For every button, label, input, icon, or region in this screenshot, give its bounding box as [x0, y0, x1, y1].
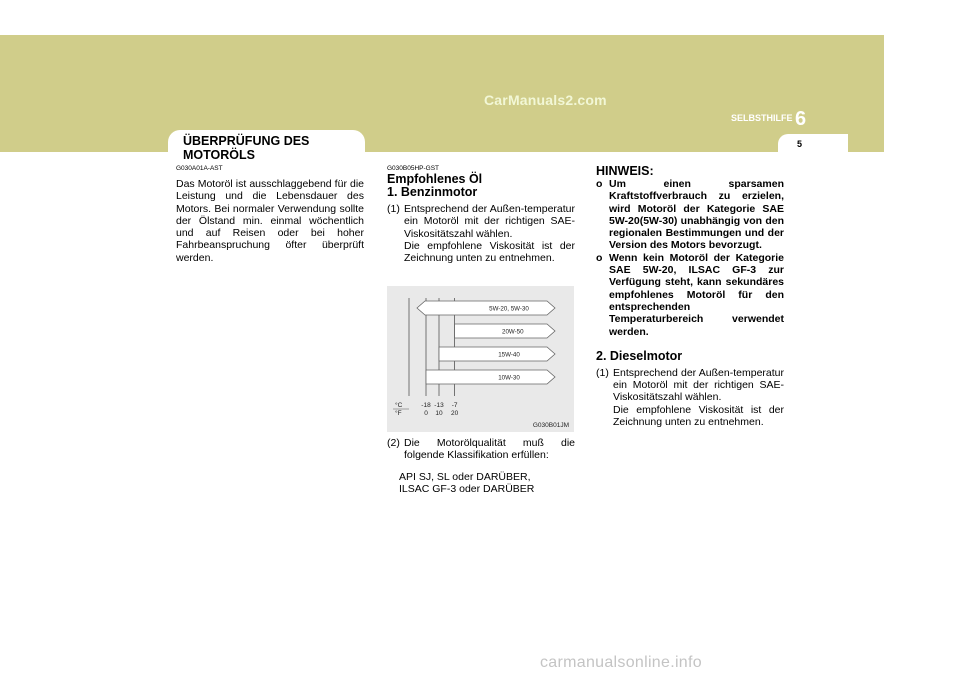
- heading-recommended-oil: Empfohlenes Öl: [387, 172, 483, 186]
- item-text: Entsprechend der Außen-temperatur ein Motoröl mit der richtigen SAE-Viskositätszahl wählen.: [404, 203, 575, 240]
- unit-label-f: °F: [395, 410, 402, 417]
- item-number: (2): [387, 437, 400, 449]
- list-item: [387, 203, 575, 264]
- bar: [439, 347, 555, 361]
- column-2-lower: [387, 437, 575, 495]
- chapter-label: SELBSTHILFE: [731, 113, 793, 123]
- item-number: (1): [387, 203, 400, 215]
- bar-label: 5W-20, 5W-30: [489, 305, 529, 313]
- item-text: Die Motorölqualität muß die folgende Klassifikation erfüllen:: [404, 437, 575, 462]
- item-body: [404, 203, 575, 264]
- figure-code: G030B01JM: [532, 422, 569, 429]
- section-code: G030B05HP-GST: [387, 165, 440, 172]
- tick-label-f: 0: [424, 410, 428, 417]
- note-title: HINWEIS:: [596, 164, 654, 178]
- oil-spec: [387, 471, 575, 496]
- header-band: [0, 35, 884, 152]
- bar-label: 15W-40: [498, 351, 520, 359]
- bullet-mark: o: [596, 178, 603, 190]
- column-2: [387, 165, 575, 264]
- chapter-number: 6: [795, 108, 807, 130]
- spec-line: API SJ, SL oder DARÜBER,: [399, 470, 531, 483]
- bar: [417, 301, 555, 315]
- bar-label: 10W-30: [498, 374, 520, 382]
- watermark-top[interactable]: CarManuals2.com: [484, 92, 607, 108]
- tick-label-f: 10: [435, 410, 443, 417]
- item-text: Die empfohlene Viskosität ist der Zeichnung unten zu entnehmen.: [404, 239, 575, 265]
- bullet-text: Wenn kein Motoröl der Kategorie SAE 5W-20, ILSAC GF-3 zur Verfügung steht, kann sekundäres empfohlenes Motoröl für den entsprechenden Temperaturbereich verwendet werden.: [609, 251, 784, 338]
- tick-label-c: -7: [451, 402, 458, 409]
- section-code: G030A01A-AST: [176, 165, 223, 172]
- note-bullet: [596, 178, 784, 252]
- list-item: [387, 437, 575, 462]
- page-number: 5: [797, 139, 803, 149]
- watermark-bottom[interactable]: carmanualsonline.info: [540, 654, 702, 671]
- bar-label: 20W-50: [502, 328, 524, 336]
- spec-line: ILSAC GF-3 oder DARÜBER: [399, 482, 535, 495]
- bullet-mark: o: [596, 251, 603, 264]
- intro-paragraph: Das Motoröl ist ausschlaggebend für die Leistung und die Lebensdauer des Motors. Bei normaler Verwendung sollte der Ölstand min. einmal wöchentlich und auf Reisen oder bei hoher Fahrbeanspruchung öfter überprüft werden.: [176, 178, 364, 264]
- bar: [426, 370, 555, 384]
- tick-label-c: -18: [421, 402, 431, 409]
- item-number: (1): [596, 366, 609, 379]
- tick-label-c: -13: [434, 402, 444, 409]
- heading-diesel-engine: 2. Dieselmotor: [596, 348, 683, 363]
- bullet-text: Um einen sparsamen Kraftstoffverbrauch zu erzielen, wird Motoröl der Kategorie SAE 5W-20(5W-30) unabhängig von den regionalen Bestimmungen und der Version des Motors bevorzugt.: [609, 178, 784, 252]
- item-text: Entsprechend der Außen-temperatur ein Motoröl mit der richtigen SAE-Viskositätszahl wählen.: [613, 366, 784, 404]
- list-item: [596, 367, 784, 428]
- chart-svg: [387, 286, 574, 432]
- section-title: ÜBERPRÜFUNG DES MOTORÖLS: [183, 134, 310, 162]
- note-bullet: [596, 252, 784, 338]
- viscosity-chart: [387, 286, 574, 432]
- unit-label-c: °C: [395, 402, 403, 409]
- heading-petrol-engine: 1. Benzinmotor: [387, 185, 478, 199]
- column-3: [596, 165, 784, 428]
- tick-label-f: 20: [450, 410, 459, 417]
- item-text: Die empfohlene Viskosität ist der Zeichnung unten zu entnehmen.: [613, 403, 784, 429]
- page-number-tab: [778, 134, 848, 154]
- item-body: [613, 367, 784, 428]
- column-1: [176, 165, 364, 264]
